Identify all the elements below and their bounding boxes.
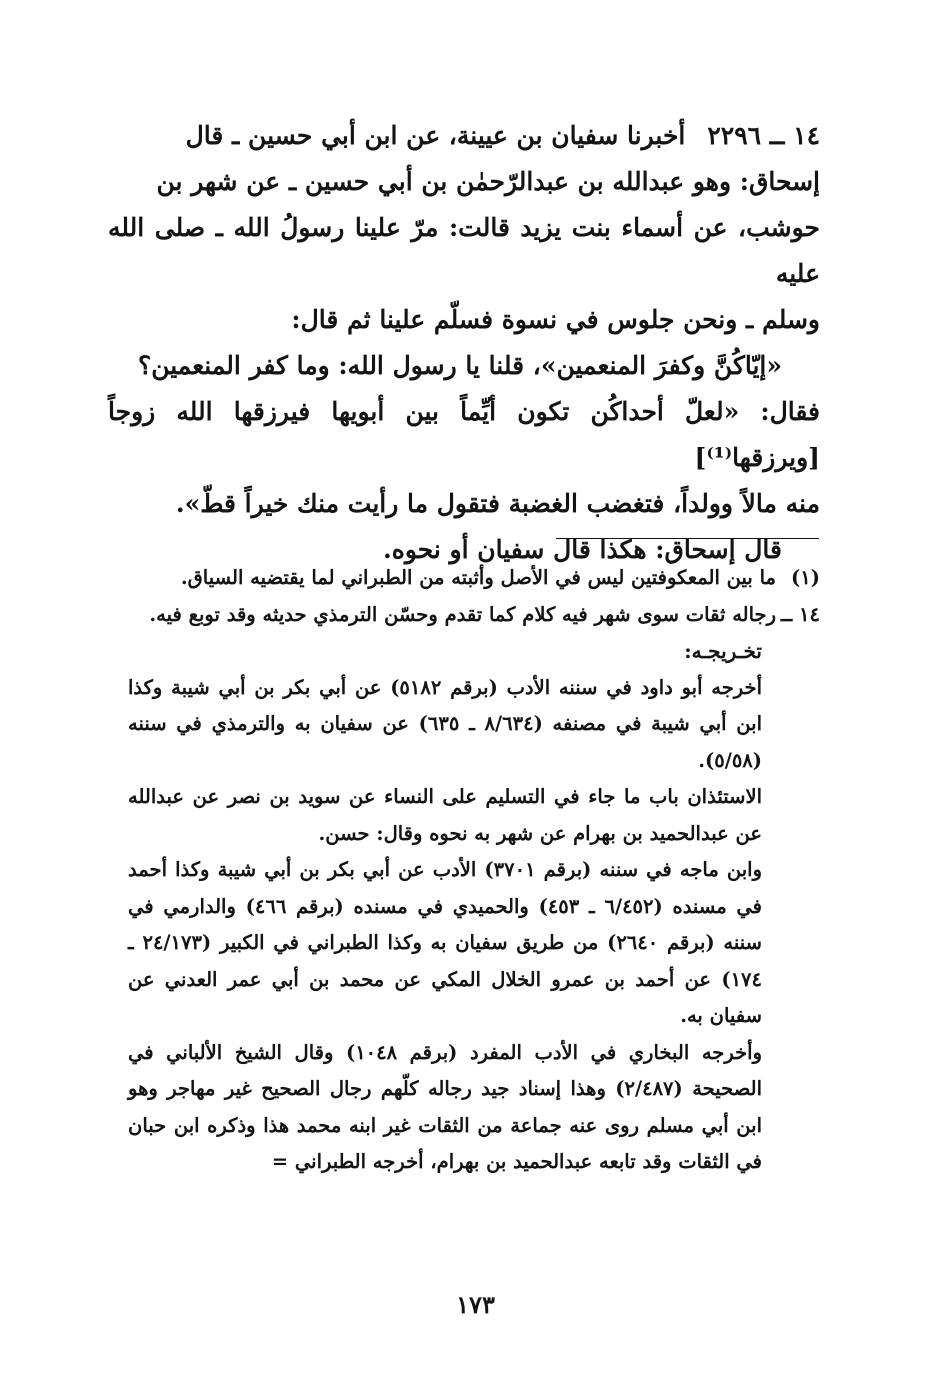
takhrij-heading-text: تخـريجـه:: [684, 639, 762, 663]
footnote-text: رجاله ثقات سوى شهر فيه كلام كما تقدم وحسّن الترمذي حديثه وقد توبع فيه.: [149, 602, 776, 626]
footnote-1: [128, 560, 820, 597]
footnote-number: ١٤ ــ: [780, 602, 820, 626]
hadith-line: فقال: «لعلّ أحداكُن تكون أيِّماً بين أبويها فيرزقها الله زوجاً [ويرزقها⁽¹⁾]: [108, 397, 820, 472]
footnote-text: ما بين المعكوفتين ليس في الأصل وأثبته من الطبراني لما يقتضيه السياق.: [180, 566, 776, 589]
takhrij-heading: [128, 633, 820, 670]
hadith-opening: [108, 113, 820, 159]
takhrij-paragraph: وأخرجه البخاري في الأدب المفرد (برقم ١٠٤٨) وقال الشيخ الألباني في الصحيحة (٢/٤٨٧) وهذا إسناد جيد رجاله كلّهم رجال الصحيح غير مهاجر وهو ابن أبي مسلم روى عنه جماعة من الثقات غير ابنه محمد هذا وذكره ابن حبان في الثقات وقد تابعه عبدالحميد بن بهرام، أخرجه الطبراني =: [128, 1040, 762, 1173]
takhrij-paragraph: وابن ماجه في سننه (برقم ٣٧٠١) الأدب عن أبي بكر بن أبي شيبة وكذا أحمد في مسنده (٦/٤٥٢ ـ ٤٥٣) والحميدي في مسنده (برقم ٤٦٦) والدارمي في سننه (برقم ٢٦٤٠) من طريق سفيان به وكذا الطبراني في الكبير (٢٤/١٧٣ ـ ١٧٤) عن أحمد بن عمرو الخلال المكي عن محمد بن أبي عمر العدني عن سفيان به.: [128, 858, 762, 1027]
footnotes: [128, 560, 820, 1181]
hadith-line: وسلم ـ ونحن جلوس في نسوة فسلّم علينا ثم قال:: [291, 305, 820, 334]
page-number: ١٧٣: [456, 1290, 495, 1319]
footnote-divider: [556, 538, 819, 539]
hadith-closing: قال إسحاق: هكذا قال سفيان أو نحوه.: [383, 535, 782, 564]
hadith-line: أخبرنا سفيان بن عيينة، عن ابن أبي حسين ـ قال: [185, 121, 686, 150]
takhrij-paragraph: أخرجه أبو داود في سننه الأدب (برقم ٥١٨٢) عن أبي بكر بن أبي شيبة وكذا ابن أبي شيبة في مصنفه (٨/٦٣٤ ـ ٦٣٥) عن سفيان به والترمذي في سننه (٥/٥٨).: [128, 675, 762, 772]
hadith-line: «إيّاكُنَّ وكفرَ المنعمين»، قلنا يا رسول الله: وما كفر المنعمين؟: [137, 351, 782, 380]
footnote-14: [128, 597, 820, 634]
hadith-number: ١٤ ــ ٢٢٩٦: [707, 121, 820, 150]
hadith-line: منه مالاً وولداً، فتغضب الغضبة فتقول ما رأيت منك خيراً قطّ».: [175, 489, 820, 518]
hadith-text: [108, 113, 820, 573]
hadith-line: إسحاق: وهو عبدالله بن عبدالرّحمٰن بن أبي حسين ـ عن شهر بن: [156, 167, 820, 196]
footnote-number: (١): [791, 566, 820, 589]
hadith-line: حوشب، عن أسماء بنت يزيد قالت: مرّ علينا رسولُ الله ـ صلى الله عليه: [108, 213, 820, 288]
takhrij-paragraph: الاستئذان باب ما جاء في التسليم على النساء عن سويد بن نصر عن عبدالله عن عبدالحميد بن بهرام عن شهر به نحوه وقال: حسن.: [128, 785, 762, 845]
